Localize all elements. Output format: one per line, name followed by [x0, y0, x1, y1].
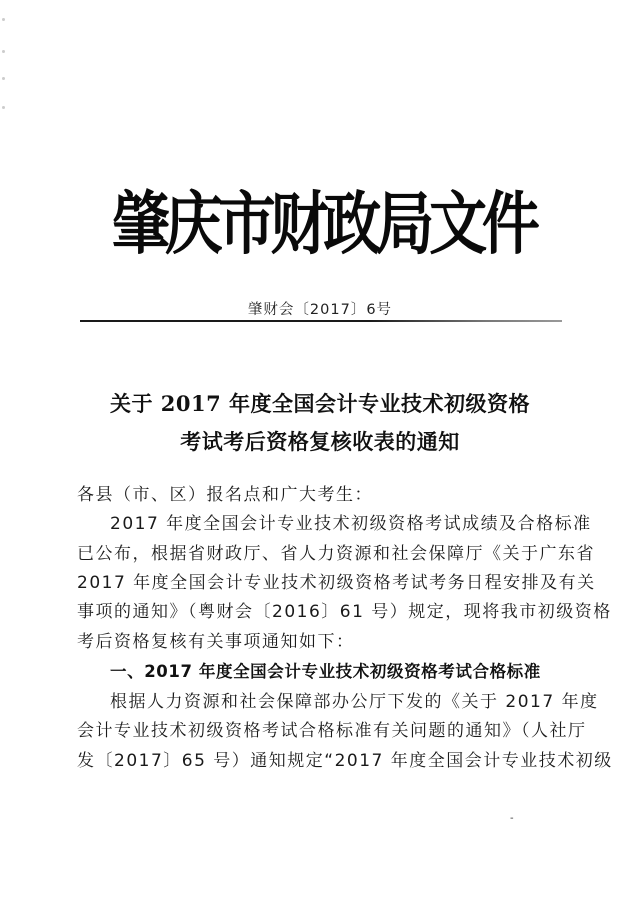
header-char: 市 — [217, 183, 276, 265]
header-char: 肇 — [112, 183, 171, 265]
paragraph-line: 发〔2017〕65 号）通知规定“2017 年度全国会计专业技术初级 — [77, 751, 613, 771]
header-char: 庆 — [164, 183, 223, 265]
paragraph-line: 根据人力资源和社会保障部办公厅下发的《关于 2017 年度 — [110, 692, 599, 712]
scan-artifact — [2, 18, 5, 21]
notice-title-line-2: 考试考后资格复核收表的通知 — [180, 429, 460, 454]
section-heading-1: 一、2017 年度全国会计专业技术初级资格考试合格标准 — [110, 662, 541, 681]
paragraph-line: 2017 年度全国会计专业技术初级资格考试考务日程安排及有关 — [77, 573, 596, 593]
paragraph-line: 2017 年度全国会计专业技术初级资格考试成绩及合格标准 — [110, 514, 592, 534]
issuer-header — [112, 171, 540, 265]
paragraph-line: 会计专业技术初级资格考试合格标准有关问题的通知》（人社厅 — [77, 721, 587, 741]
header-char: 件 — [481, 183, 540, 265]
header-char: 文 — [429, 183, 488, 265]
document-number: 肇财会〔2017〕6号 — [247, 302, 393, 318]
header-char: 政 — [323, 183, 382, 265]
paragraph-line: 事项的通知》（粤财会〔2016〕61 号）规定，现将我市初级资格 — [77, 602, 612, 622]
scan-artifact — [2, 106, 5, 109]
scan-artifact — [2, 50, 5, 53]
scan-artifact — [2, 77, 5, 80]
header-char: 财 — [270, 183, 329, 265]
notice-title-line-1: 关于 2017 年度全国会计专业技术初级资格 — [109, 391, 531, 416]
header-divider-fade — [370, 320, 562, 322]
paragraph-line: 已公布，根据省财政厅、省人力资源和社会保障厅《关于广东省 — [77, 544, 595, 564]
paragraph-line: 考后资格复核有关事项通知如下： — [77, 632, 355, 652]
header-char: 局 — [376, 183, 435, 265]
page-number-mark: - — [510, 813, 514, 824]
salutation: 各县（市、区）报名点和广大考生： — [77, 485, 373, 505]
